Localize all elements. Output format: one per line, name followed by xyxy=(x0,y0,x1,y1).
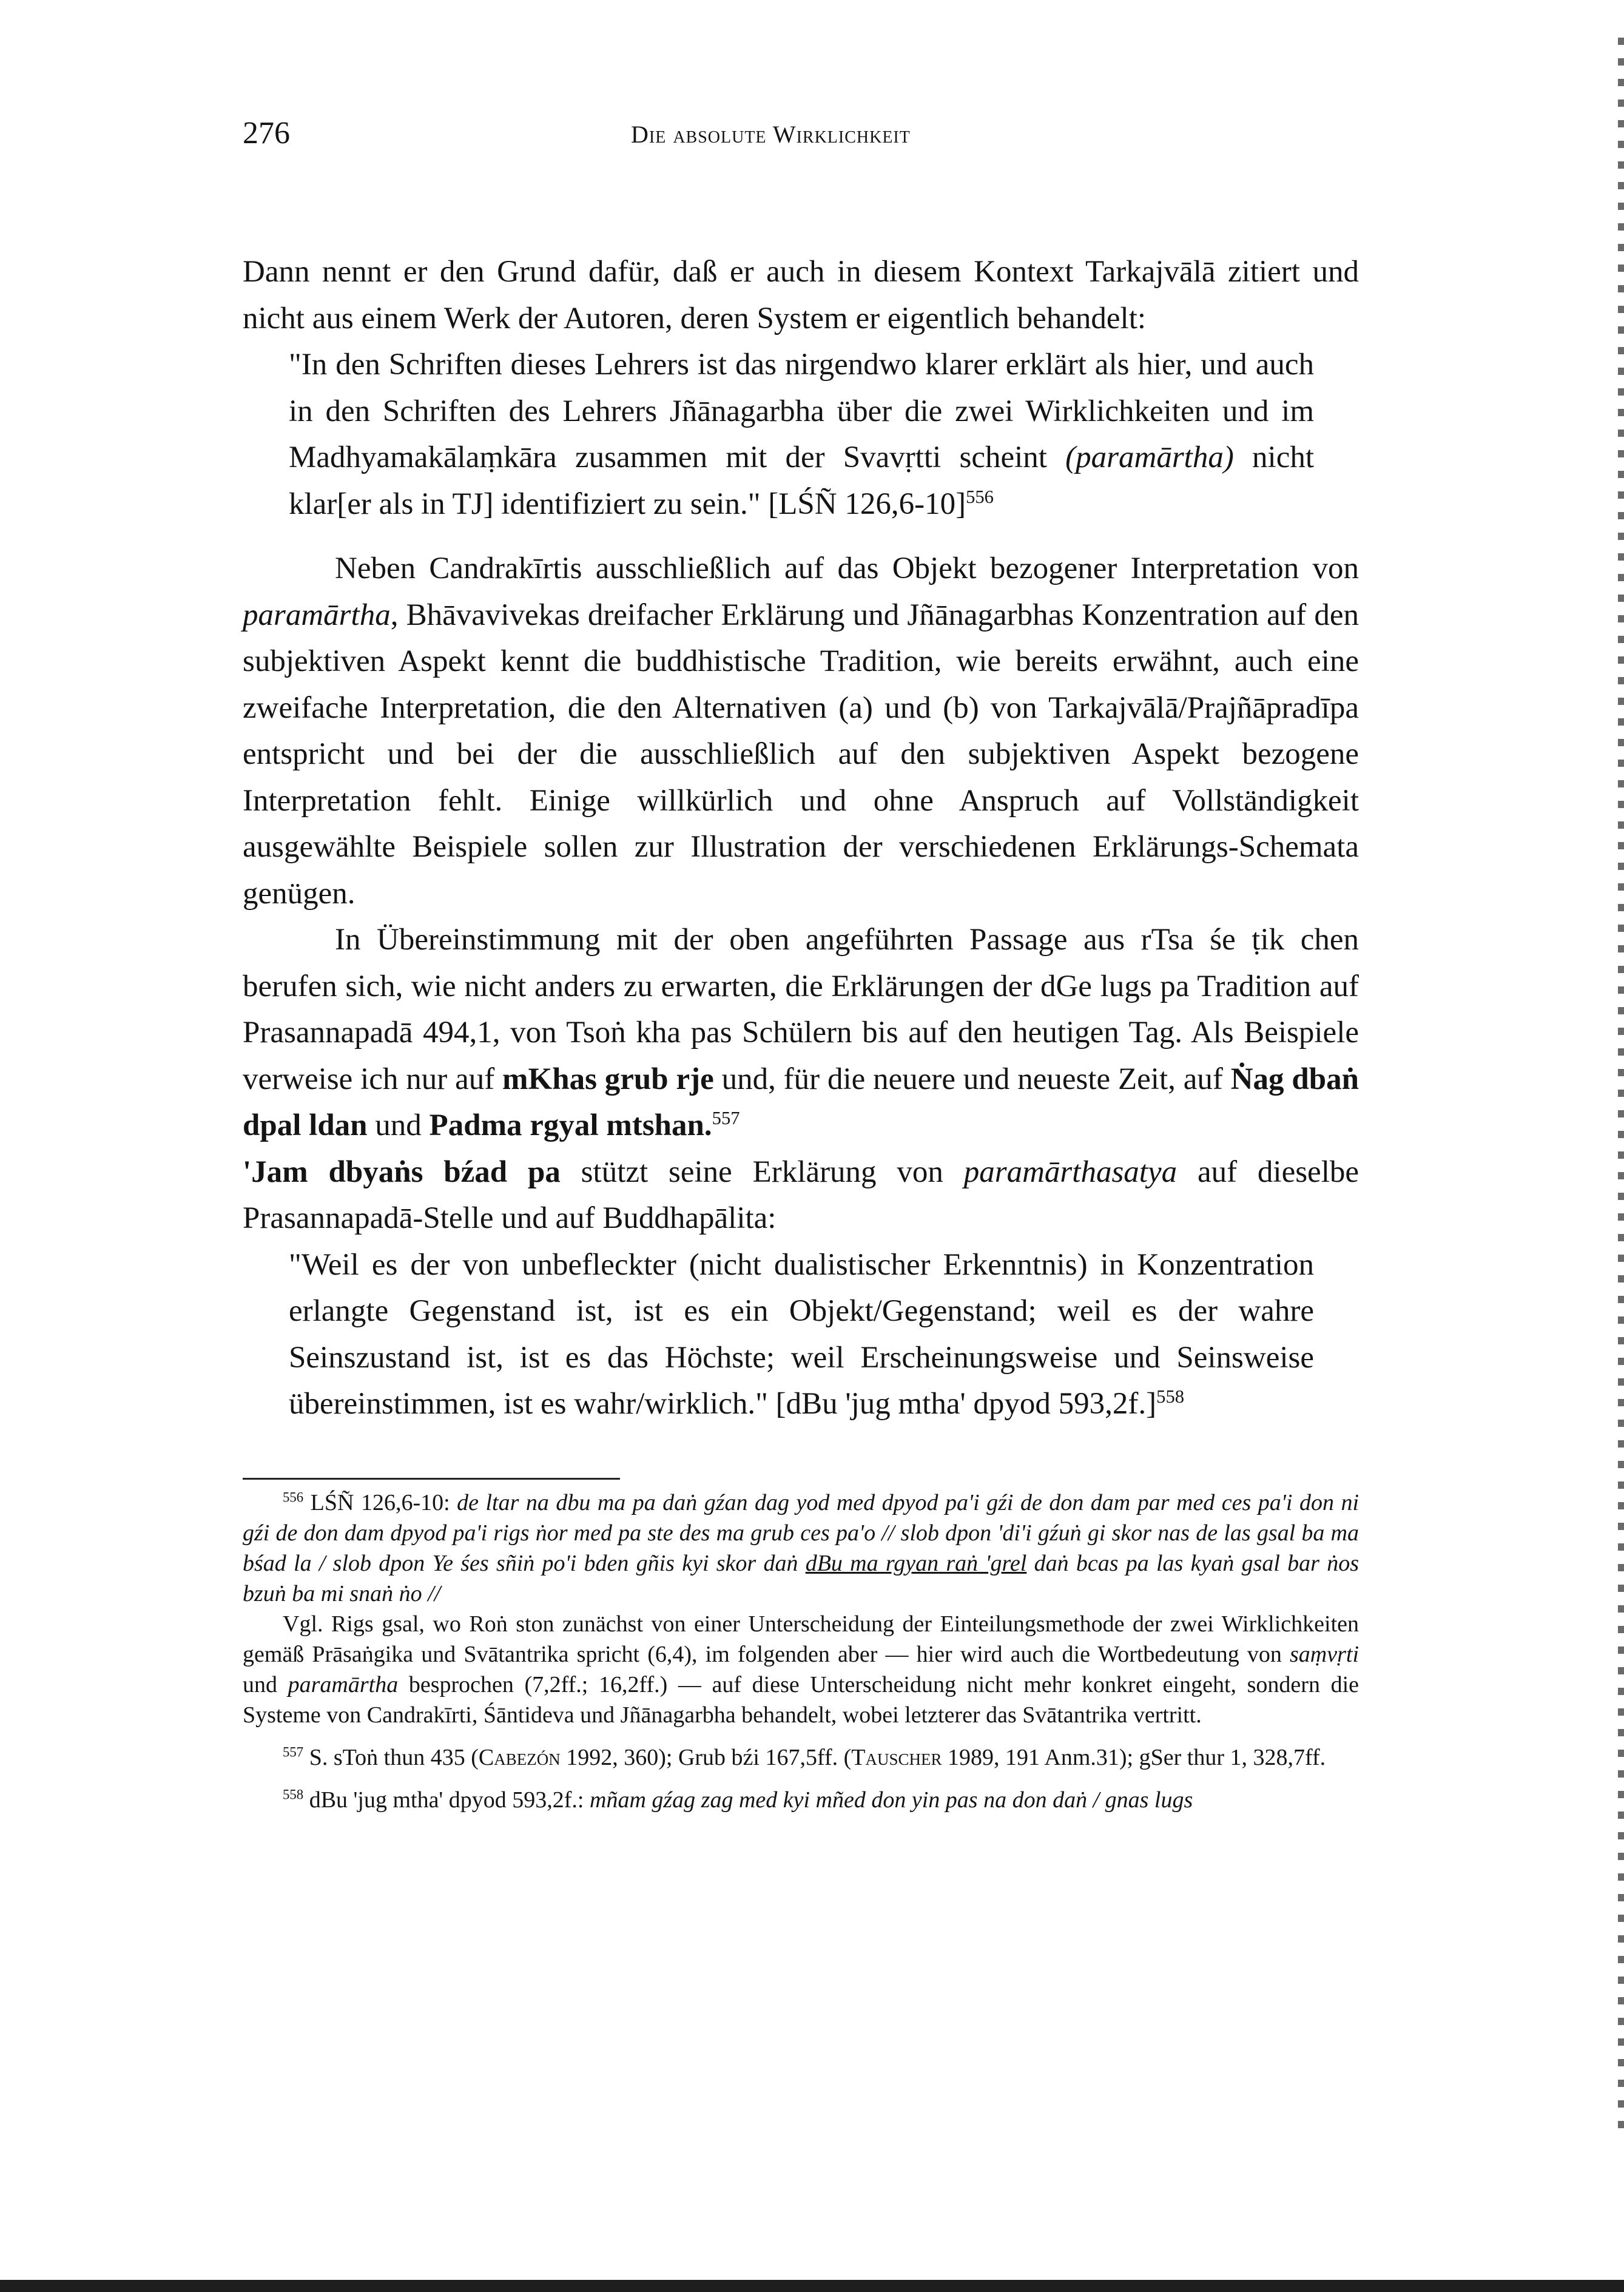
p3-bold-2: Ṅag dbaṅ dpal ldan xyxy=(243,1062,1359,1142)
footnote-556-source: LŚÑ 126,6-10: xyxy=(303,1490,457,1515)
p3-bold-3: Padma rgyal mtshan. xyxy=(429,1108,712,1142)
p2-text-b: , Bhāvavivekas dreifacher Erklärung und Jñānagarbhas Konzentration auf den subjektiven Aspekt kennt die buddhistische Tradition, wie bereits erwähnt, auch eine zweifache Interpretation, die den Alternativen (a) und (b) von Tarkajvālā/Prajñāpradīpa entspricht und bei der die ausschließlich auf den subjektiven Aspekt bezogene Interpretation fehlt. Einige willkürlich und ohne Anspruch auf Vollständigkeit ausgewählte Beispiele sollen zur Illustration der verschiedenen Erklärungs-Schemata genügen. xyxy=(243,598,1359,911)
p2-text-a: Neben Candrakīrtis ausschließlich auf das Objekt bezogener Interpretation von xyxy=(335,551,1359,585)
footnote-ref-558[interactable]: 558 xyxy=(1156,1386,1185,1407)
page-number: 276 xyxy=(243,116,290,150)
fn557-author-2: Tauscher xyxy=(851,1745,942,1770)
paragraph-2 xyxy=(243,545,1359,917)
quote-1-text-b: nicht klar[er als in TJ] identifiziert zu sein." [LŚÑ 126,6-10] xyxy=(289,440,1314,521)
footnotes xyxy=(243,1488,1359,1827)
running-title: Die absolute Wirklichkeit xyxy=(631,121,911,148)
quote-1-text-a: "In den Schriften dieses Lehrers ist das nirgendwo klarer erklärt als hier, und auch in den Schriften des Lehrers Jñānagarbha über die zwei Wirklichkeiten und im Madhyamakālaṃkāra zusammen mit der Svavṛtti scheint xyxy=(289,348,1314,474)
scan-bottom-border xyxy=(0,2280,1624,2292)
p3-text-a: In Übereinstimmung mit der oben angeführten Passage aus rTsa śe ṭik chen berufen sich, wie nicht anders zu erwarten, die Erklärungen der dGe lugs pa Tradition auf Prasannapadā 494,1, von Tsoṅ kha pas Schülern bis auf den heutigen Tag. Als Beispiele verweise ich nur auf xyxy=(243,923,1359,1096)
footnote-557-number: 557 xyxy=(283,1744,304,1760)
block-quote-2 xyxy=(289,1242,1314,1427)
fn558-a: dBu 'jug mtha' dpyod 593,2f.: xyxy=(303,1787,590,1813)
p4-bold: 'Jam dbyaṅs bźad pa xyxy=(243,1154,561,1189)
p4-italic: paramārthasatya xyxy=(963,1154,1178,1189)
fn556-vgl-italic-1: saṃvṛti xyxy=(1290,1642,1359,1667)
fn557-a: S. sToṅ thun 435 ( xyxy=(303,1745,479,1770)
p3-text-b: und, für die neuere und neueste Zeit, auf xyxy=(713,1062,1231,1096)
fn556-vgl-b: und xyxy=(243,1672,288,1697)
p3-text-c: und xyxy=(367,1108,430,1142)
quote-1-italic: (paramārtha) xyxy=(1065,440,1234,474)
footnote-556-tibetan-underlined: dBu ma rgyan raṅ 'grel xyxy=(805,1551,1027,1576)
paragraph-1: Dann nennt er den Grund dafür, daß er auch in diesem Kontext Tarkajvālā zitiert und nicht aus einem Werk der Autoren, deren System er eigentlich behandelt: xyxy=(243,255,1359,335)
fn557-author-1: Cabezón xyxy=(478,1745,561,1770)
main-text xyxy=(243,249,1359,1427)
footnote-557 xyxy=(243,1742,1359,1773)
fn557-b: 1992, 360); Grub bźi 167,5ff. ( xyxy=(560,1745,852,1770)
footnote-556-number: 556 xyxy=(283,1489,304,1505)
footnote-ref-557[interactable]: 557 xyxy=(712,1108,740,1128)
scan-edge-marks xyxy=(1618,24,1624,2135)
fn558-tibetan: mñam gźag zag med kyi mñed don yin pas na don daṅ / gnas lugs xyxy=(590,1787,1193,1813)
block-quote-1 xyxy=(289,342,1314,527)
p2-italic: paramārtha xyxy=(243,598,391,632)
footnote-ref-556[interactable]: 556 xyxy=(966,486,994,507)
p4-text-b: auf dieselbe Prasannapadā-Stelle und auf Buddhapālita: xyxy=(243,1154,1359,1235)
fn556-vgl-a: Vgl. Rigs gsal, wo Roṅ ston zunächst von einer Unterscheidung der Einteilungsmethode der zwei Wirklichkeiten gemäß Prāsaṅgika und Svātantrika spricht (6,4), im folgenden aber — hier wird auch die Wortbedeutung von xyxy=(243,1611,1359,1667)
footnote-558 xyxy=(243,1785,1359,1815)
footnote-556-tibetan-b: daṅ bcas pa las kyaṅ gsal bar ṅos bzuṅ ba mi snaṅ ṅo // xyxy=(243,1551,1359,1606)
footnote-556-comparison xyxy=(243,1609,1359,1730)
footnote-556 xyxy=(243,1488,1359,1730)
fn556-vgl-italic-2: paramārtha xyxy=(288,1672,399,1697)
fn556-vgl-c: besprochen (7,2ff.; 16,2ff.) — auf diese Unterscheidung nicht mehr konkret eingeht, sondern die Systeme von Candrakīrti, Śāntideva und Jñānagarbha behandelt, wobei letzterer das Svātantrika vertritt. xyxy=(243,1672,1359,1728)
paragraph-4 xyxy=(243,1149,1359,1242)
fn557-c: 1989, 191 Anm.31); gSer thur 1, 328,7ff. xyxy=(942,1745,1326,1770)
p4-text-a: stützt seine Erklärung von xyxy=(560,1154,964,1189)
footnote-558-number: 558 xyxy=(283,1787,304,1802)
p3-bold-1: mKhas grub rje xyxy=(502,1062,714,1096)
quote-2-text: "Weil es der von unbefleckter (nicht dualistischer Erkenntnis) in Konzentration erlangte Gegenstand ist, ist es ein Objekt/Gegenstand; weil es der wahre Seinszustand ist, ist es das Höchste; weil Erscheinungsweise und Seinsweise übereinstimmen, ist es wahr/wirklich." [dBu 'jug mtha' dpyod 593,2f.] xyxy=(289,1247,1314,1421)
paragraph-3 xyxy=(243,917,1359,1149)
footnote-556-tibetan-a: de ltar na dbu ma pa daṅ gźan dag yod med dpyod pa'i gźi de don dam par med ces pa'i don ni gźi de don dam dpyod pa'i rigs ṅor med pa ste des ma grub ces pa'o // slob dpon 'di'i gźuṅ gi skor nas de las gsal ba ma bśad la / slob dpon Ye śes sñiṅ po'i bden gñis kyi skor daṅ xyxy=(243,1490,1359,1576)
footnote-rule xyxy=(243,1478,620,1480)
